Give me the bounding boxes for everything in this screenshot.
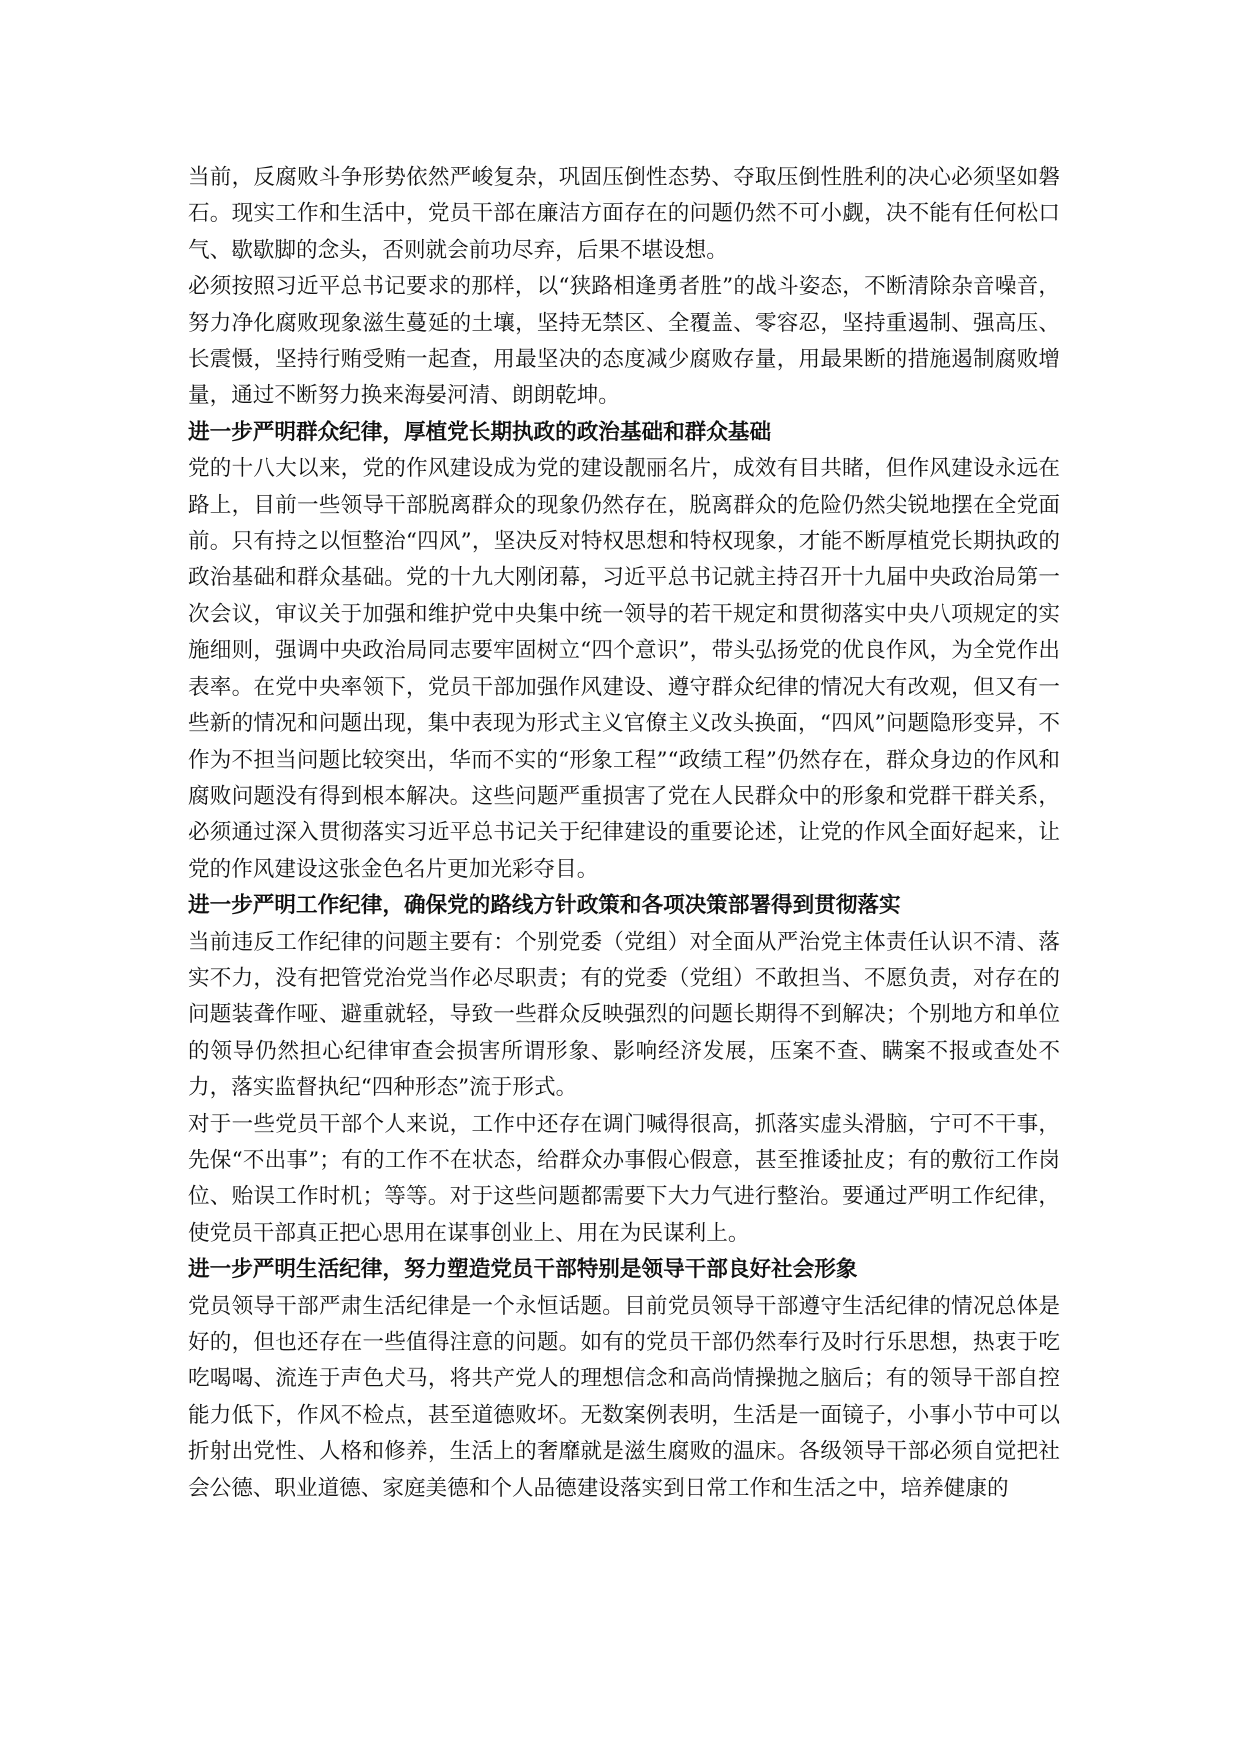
paragraph-life-discipline: 党员领导干部严肃生活纪律是一个永恒话题。目前党员领导干部遵守生活纪律的情况总体是好的，但也还存在一些值得注意的问题。如有的党员干部仍然奉行及时行乐思想，热衷于吃吃喝喝、流连于声色犬马，将共产党人的理想信念和高尚情操抛之脑后；有的领导干部自控能力低下，作风不检点，甚至道德败坏。无数案例表明，生活是一面镜子，小事小节中可以折射出党性、人格和修养，生活上的奢靡就是滋生腐败的温床。各级领导干部必须自觉把社会公德、职业道德、家庭美德和个人品德建设落实到日常工作和生活之中，培养健康的 bbox=[188, 1293, 1060, 1501]
heading-mass-discipline: 进一步严明群众纪律，厚植党长期执政的政治基础和群众基础 bbox=[188, 419, 772, 445]
paragraph-anticorruption-measures: 必须按照习近平总书记要求的那样，以“狭路相逢勇者胜”的战斗姿态，不断清除杂音噪音，努力净化腐败现象滋生蔓延的土壤，坚持无禁区、全覆盖、零容忍，坚持重遏制、强高压、长震慑，坚持行贿受贿一起查，用最坚决的态度减少腐败存量，用最果断的措施遏制腐败增量，通过不断努力换来海晏河清、朗朗乾坤。 bbox=[188, 274, 1060, 409]
heading-life-discipline: 进一步严明生活纪律，努力塑造党员干部特别是领导干部良好社会形象 bbox=[188, 1257, 858, 1283]
paragraph-work-discipline-problems: 当前违反工作纪律的问题主要有：个别党委（党组）对全面从严治党主体责任认识不清、落实不力，没有把管党治党当作必尽职责；有的党委（党组）不敢担当、不愿负责，对存在的问题装聋作哑、避重就轻，导致一些群众反映强烈的问题长期得不到解决；个别地方和单位的领导仍然担心纪律审查会损害所谓形象、影响经济发展，压案不查、瞒案不报或查处不力，落实监督执纪“四种形态”流于形式。 bbox=[188, 929, 1060, 1101]
paragraph-work-discipline-individuals: 对于一些党员干部个人来说，工作中还存在调门喊得很高，抓落实虚头滑脑，宁可不干事，先保“不出事”；有的工作不在状态，给群众办事假心假意，甚至推诿扯皮；有的敷衍工作岗位、贻误工作时机；等等。对于这些问题都需要下大力气进行整治。要通过严明工作纪律，使党员干部真正把心思用在谋事创业上、用在为民谋利上。 bbox=[188, 1111, 1060, 1246]
document-page bbox=[188, 160, 1060, 1507]
paragraph-mass-discipline: 党的十八大以来，党的作风建设成为党的建设靓丽名片，成效有目共睹，但作风建设永远在路上，目前一些领导干部脱离群众的现象仍然存在，脱离群众的危险仍然尖锐地摆在全党面前。只有持之以恒整治“四风”，坚决反对特权思想和特权现象，才能不断厚植党长期执政的政治基础和群众基础。党的十九大刚闭幕，习近平总书记就主持召开十九届中央政治局第一次会议，审议关于加强和维护党中央集中统一领导的若干规定和贯彻落实中央八项规定的实施细则，强调中央政治局同志要牢固树立“四个意识”，带头弘扬党的优良作风，为全党作出表率。在党中央率领下，党员干部加强作风建设、遵守群众纪律的情况大有改观，但又有一些新的情况和问题出现，集中表现为形式主义官僚主义改头换面，“四风”问题隐形变异，不作为不担当问题比较突出，华而不实的“形象工程”“政绩工程”仍然存在，群众身边的作风和腐败问题没有得到根本解决。这些问题严重损害了党在人民群众中的形象和党群干群关系，必须通过深入贯彻落实习近平总书记关于纪律建设的重要论述，让党的作风全面好起来，让党的作风建设这张金色名片更加光彩夺目。 bbox=[188, 456, 1060, 882]
paragraph-anticorruption-situation: 当前，反腐败斗争形势依然严峻复杂，巩固压倒性态势、夺取压倒性胜利的决心必须坚如磐石。现实工作和生活中，党员干部在廉洁方面存在的问题仍然不可小觑，决不能有任何松口气、歇歇脚的念头，否则就会前功尽弃，后果不堪设想。 bbox=[188, 165, 1060, 263]
heading-work-discipline: 进一步严明工作纪律，确保党的路线方针政策和各项决策部署得到贯彻落实 bbox=[188, 893, 901, 919]
